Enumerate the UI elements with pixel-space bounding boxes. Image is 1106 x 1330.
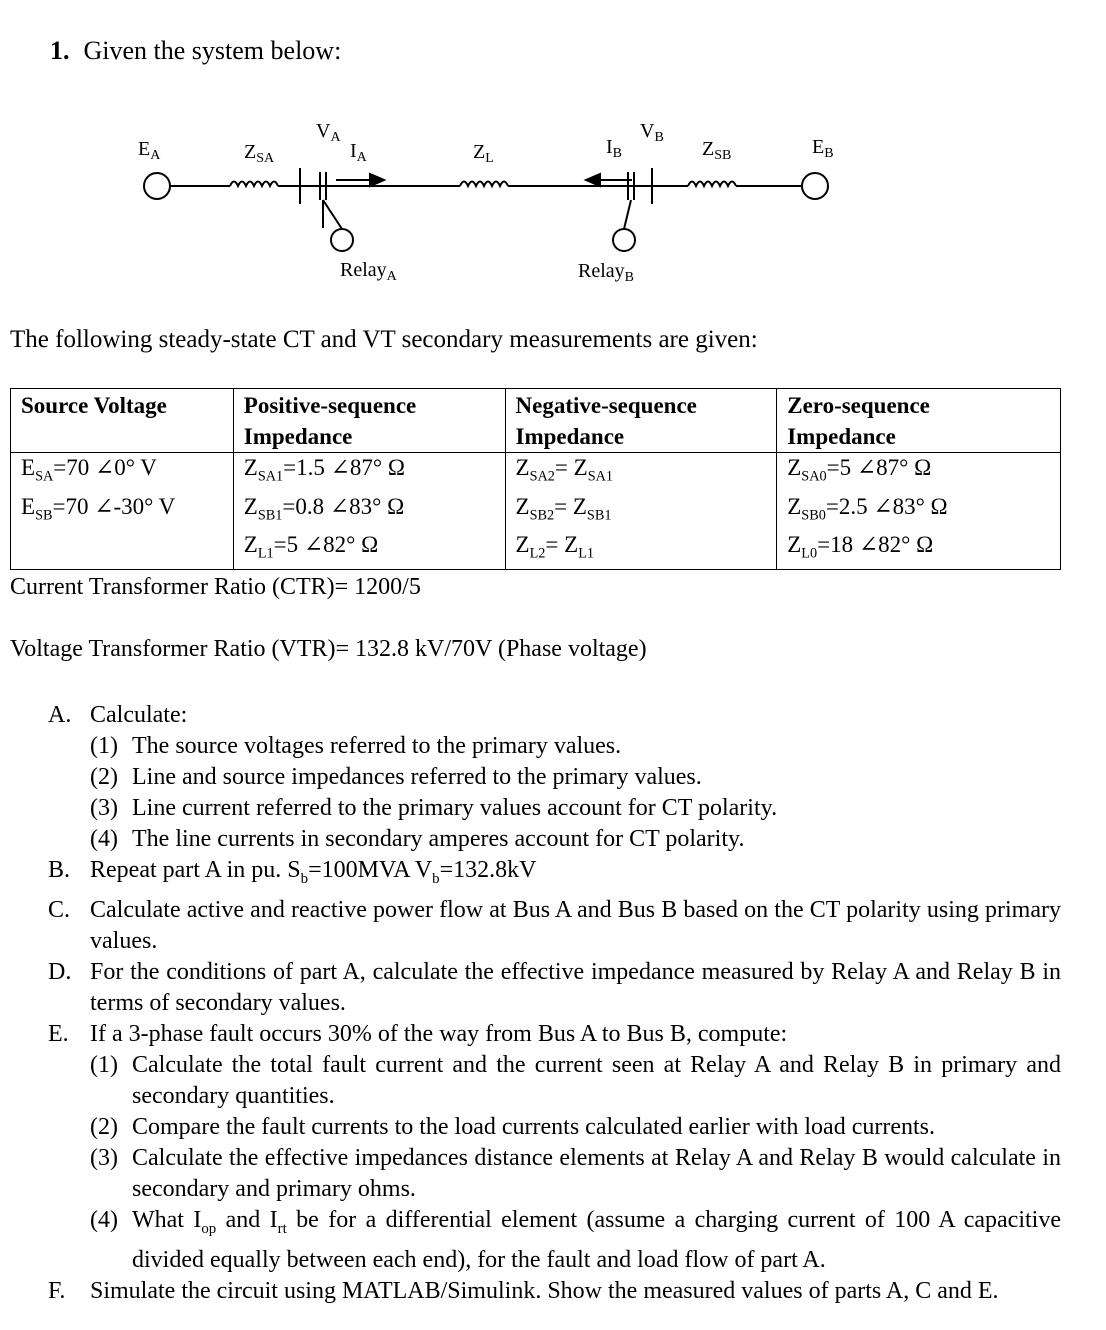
header-negative-sequence: Negative-sequence Impedance: [505, 389, 777, 453]
zsa-coil: [230, 182, 278, 187]
cell-empty: [11, 530, 234, 569]
list-item: (3) Calculate the effective impedances distance elements at Relay A and Relay B would calculate in secondary and primary ohms.: [90, 1144, 1061, 1202]
label-eb: $E_B$: [812, 136, 834, 161]
label-ib: $I_B$: [606, 136, 623, 161]
cell-esb: $E_{SB}=70$ ∠-30° V: [11, 492, 234, 531]
question-prompt: Given the system below:: [83, 36, 342, 65]
table-row: [11, 530, 1061, 569]
part-a: A. Calculate:: [48, 702, 188, 728]
system-one-line-diagram: [0, 110, 1106, 300]
source-b-circle: [802, 173, 828, 199]
cell-zsb1: $Z_{SB1}=0.8$ ∠83° Ω: [233, 492, 505, 531]
part-b: B. Repeat part A in pu. $S_b=100MVA$ $V_b=132.8kV$: [48, 857, 537, 887]
ia-arrow: [370, 174, 384, 186]
zl-coil: [460, 182, 508, 187]
list-item: (4) The line currents in secondary amperes account for CT polarity.: [90, 826, 745, 852]
cell-zsb2: $Z_{SB2}= Z_{SB1}$: [505, 492, 777, 531]
label-va: $V_A$: [316, 120, 341, 145]
list-item: (4) What $I_{op}$ and $I_{rt}$ be for a differential element (assume a charging current of 100 A capacitive divided equally between each end), for the fault and load flow of part A.: [90, 1206, 1061, 1273]
relay-a-circle: [331, 229, 353, 251]
label-zsa: $Z_{SA}$: [244, 141, 275, 166]
header-zero-sequence: Zero-sequence Impedance: [777, 389, 1061, 453]
ib-arrow: [586, 174, 600, 186]
label-relay-a: Relay$_A$: [340, 259, 397, 284]
source-a-circle: [144, 173, 170, 199]
label-zsb: $Z_{SB}$: [702, 138, 732, 163]
list-item: (2) Compare the fault currents to the load currents calculated earlier with load currents.: [90, 1113, 936, 1140]
table-row: [11, 492, 1061, 531]
label-ia: $I_A$: [350, 140, 367, 165]
label-vb: $V_B$: [640, 120, 664, 145]
cell-zsa2: $Z_{SA2}= Z_{SA1}$: [505, 453, 777, 492]
list-item: (1) Calculate the total fault current and the current seen at Relay A and Relay B in primary and secondary quantities.: [90, 1051, 1061, 1109]
relay-b-circle: [613, 229, 635, 251]
label-ea: $E_A$: [138, 138, 161, 163]
list-item: (1) The source voltages referred to the primary values.: [90, 733, 622, 759]
question-number: 1.: [50, 36, 70, 65]
cell-zl2: $Z_{L2}= Z_{L1}$: [505, 530, 777, 569]
zsb-coil: [688, 182, 736, 187]
part-d: D. For the conditions of part A, calculate the effective impedance measured by Relay A and Relay B in terms of secondary values.: [48, 958, 1061, 1016]
cell-zsa0: $Z_{SA0}=5$ ∠87° Ω: [777, 453, 1061, 492]
table-row: [11, 453, 1061, 492]
list-item: (3) Line current referred to the primary values account for CT polarity.: [90, 795, 778, 821]
label-relay-b: Relay$_B$: [578, 260, 634, 285]
cell-zl1: $Z_{L1}=5$ ∠82° Ω: [233, 530, 505, 569]
cell-zsa1: $Z_{SA1}=1.5$ ∠87° Ω: [233, 453, 505, 492]
table-header-row: [11, 389, 1061, 453]
list-item: (2) Line and source impedances referred to the primary values.: [90, 764, 702, 790]
label-zl: $Z_L$: [473, 141, 494, 166]
header-source-voltage: Source Voltage: [11, 389, 234, 453]
cell-zsb0: $Z_{SB0}=2.5$ ∠83° Ω: [777, 492, 1061, 531]
header-positive-sequence: Positive-sequence Impedance: [233, 389, 505, 453]
parts-list: [48, 700, 1061, 1307]
cell-esa: $E_{SA}=70$ ∠0° V: [11, 453, 234, 492]
vtr-text: Voltage Transformer Ratio (VTR)= 132.8 kV/70V (Phase voltage): [10, 636, 647, 662]
cell-zl0: $Z_{L0}=18$ ∠82° Ω: [777, 530, 1061, 569]
part-c: C. Calculate active and reactive power flow at Bus A and Bus B based on the CT polarity using primary values.: [48, 896, 1061, 954]
part-e: E. If a 3-phase fault occurs 30% of the way from Bus A to Bus B, compute:: [48, 1020, 788, 1047]
question-header: [50, 36, 341, 66]
part-f: F. Simulate the circuit using MATLAB/Simulink. Show the measured values of parts A, C and E.: [48, 1277, 999, 1304]
intro-text: The following steady-state CT and VT secondary measurements are given:: [10, 326, 758, 353]
ctr-text: Current Transformer Ratio (CTR)= 1200/5: [10, 574, 421, 600]
measurements-table: [10, 388, 1061, 570]
